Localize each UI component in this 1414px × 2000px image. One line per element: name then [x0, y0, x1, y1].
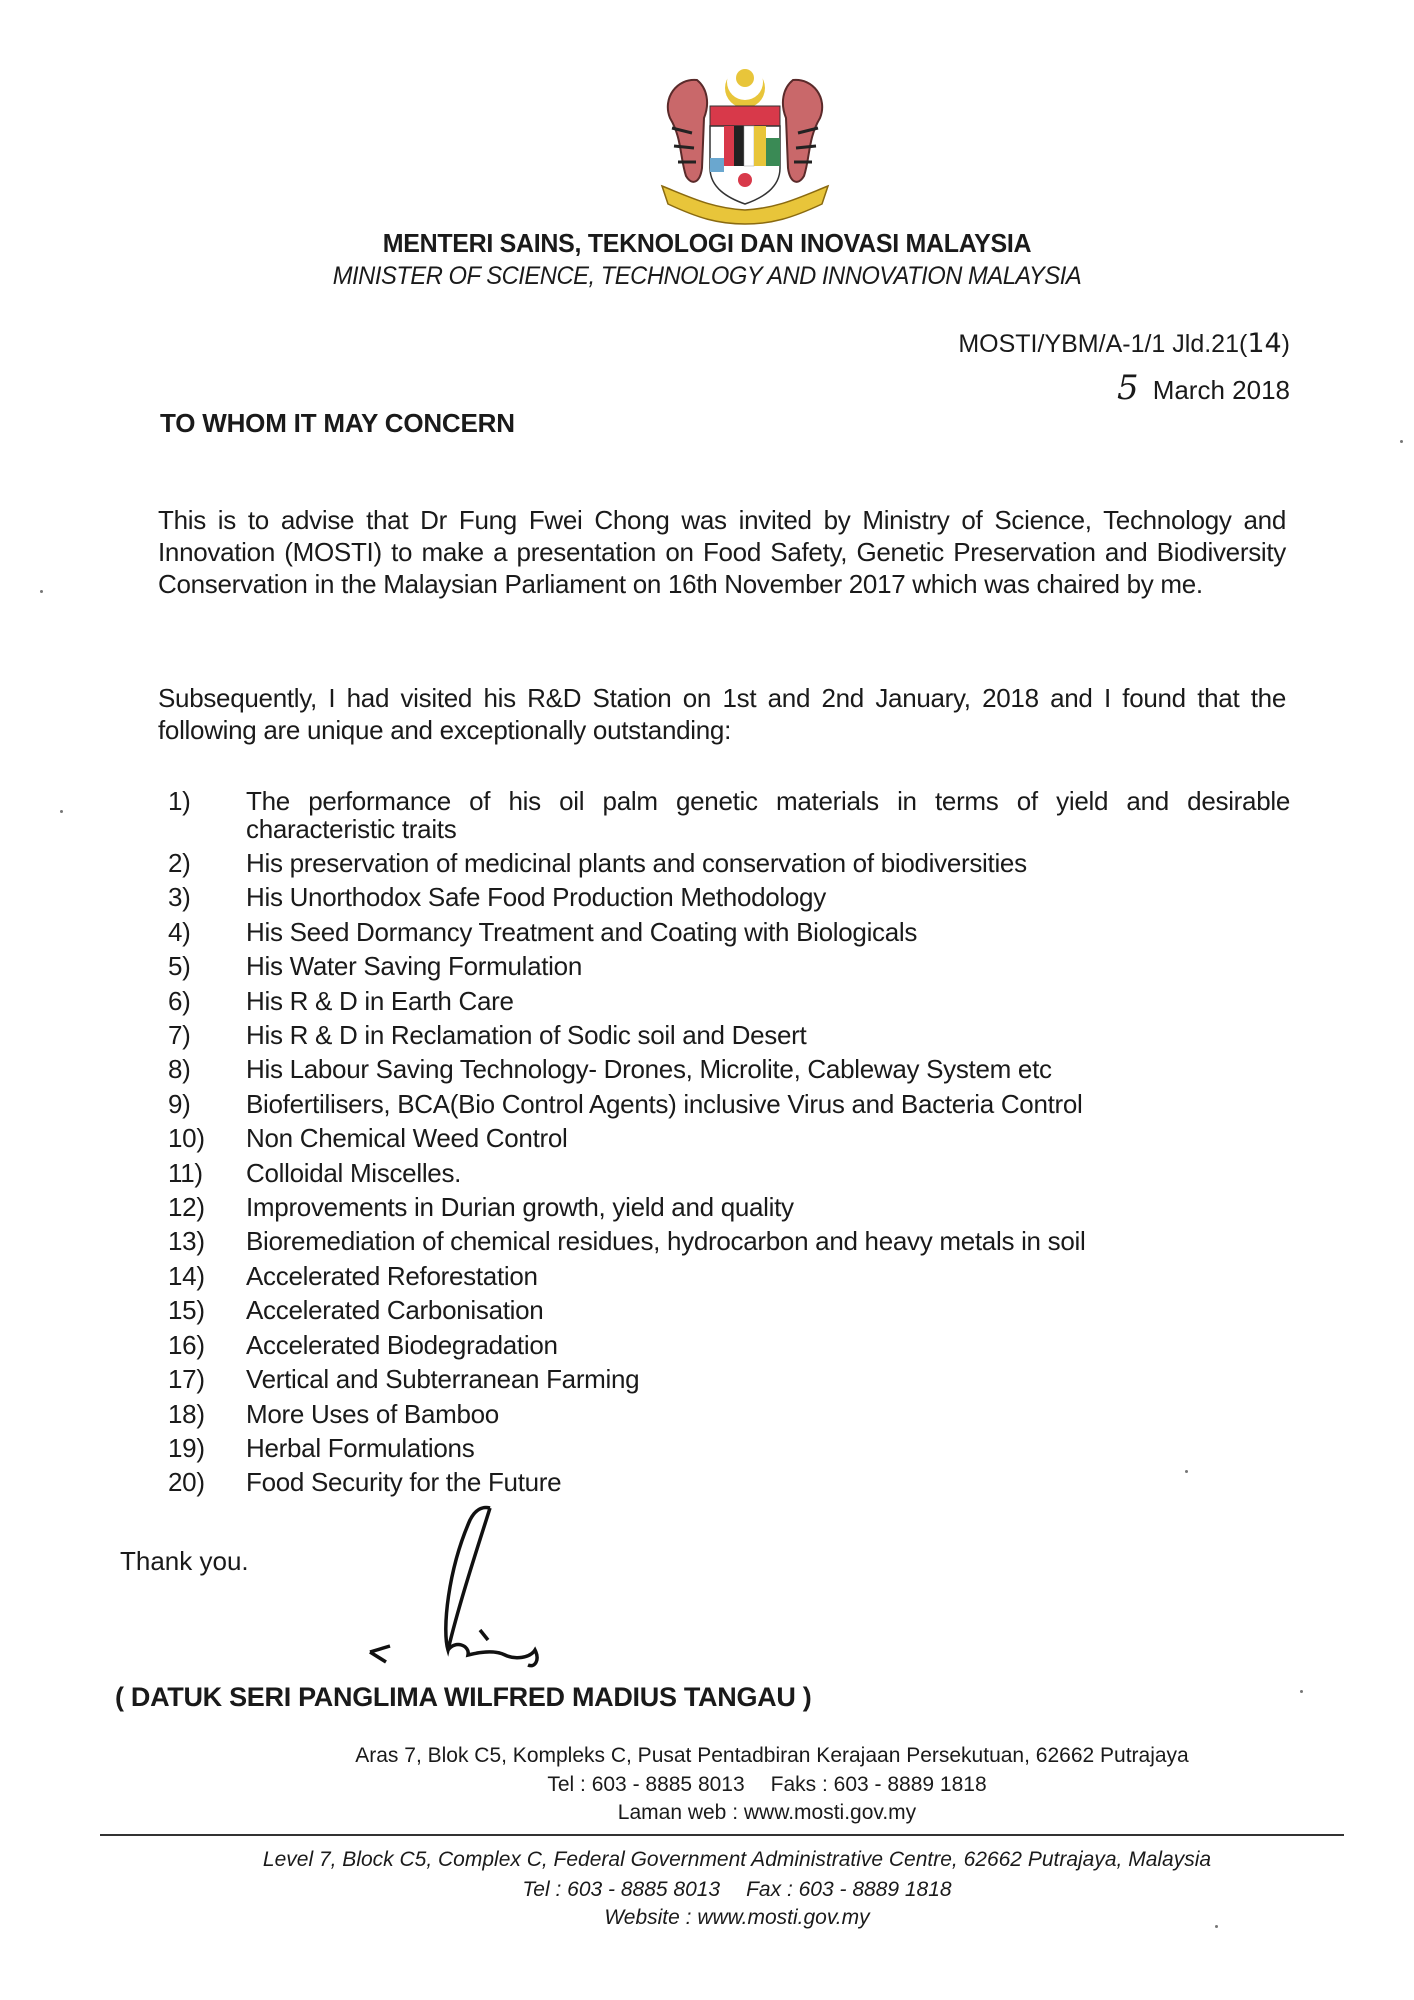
footer-website-english: Website : www.mosti.gov.my	[604, 1906, 870, 1929]
scan-speck	[60, 810, 63, 813]
list-item	[150, 1397, 1290, 1431]
list-item	[150, 1087, 1290, 1121]
list-item	[150, 1018, 1290, 1052]
list-item	[150, 984, 1290, 1018]
list-item	[150, 1431, 1290, 1465]
list-item-number: 14)	[168, 1260, 205, 1291]
body-paragraph-2: Subsequently, I had visited his R&D Station on 1st and 2nd January, 2018 and I found that the following are unique and exceptionally outstanding:	[158, 683, 1286, 745]
scan-speck	[40, 590, 43, 593]
ministry-title-malay: MENTERI SAINS, TEKNOLOGI DAN INOVASI MALAYSIA	[382, 228, 1032, 258]
list-item-number: 4)	[168, 916, 191, 947]
list-item-text: His R & D in Earth Care	[246, 985, 514, 1016]
footer-website-malay: Laman web : www.mosti.gov.my	[617, 1801, 917, 1824]
footer-contact-english	[0, 1878, 1414, 1902]
list-item-text: The performance of his oil palm genetic materials in terms of yield and desirable characteristic traits	[246, 786, 1290, 844]
reference-suffix: )	[1281, 330, 1290, 358]
list-item-text: Bioremediation of chemical residues, hydrocarbon and heavy metals in soil	[246, 1226, 1086, 1257]
footer-fax-malay: Faks : 603 - 8889 1818	[770, 1773, 987, 1796]
list-item	[150, 1362, 1290, 1396]
footer-tel-english: Tel : 603 - 8885 8013	[522, 1878, 721, 1901]
list-item-text: His Seed Dormancy Treatment and Coating with Biologicals	[246, 916, 918, 947]
list-item-text: Accelerated Biodegradation	[246, 1329, 558, 1360]
ministry-title-english: MINISTER OF SCIENCE, TECHNOLOGY AND INNOVATION MALAYSIA	[332, 262, 1082, 290]
list-item	[150, 1259, 1290, 1293]
signatory-name: ( DATUK SERI PANGLIMA WILFRED MADIUS TANGAU )	[115, 1682, 812, 1712]
list-item-number: 11)	[168, 1157, 203, 1188]
scan-speck	[1185, 1470, 1188, 1473]
list-item-number: 9)	[168, 1088, 191, 1119]
list-item-number: 7)	[168, 1020, 191, 1051]
list-item-text: Accelerated Reforestation	[246, 1260, 538, 1291]
list-item	[150, 1224, 1290, 1258]
list-item-text: Vertical and Subterranean Farming	[246, 1364, 640, 1395]
list-item-number: 17)	[168, 1364, 205, 1395]
list-item	[150, 846, 1290, 880]
list-item-number: 6)	[168, 985, 191, 1016]
scan-speck	[1400, 440, 1403, 443]
list-item-text: His Labour Saving Technology- Drones, Microlite, Cableway System etc	[246, 1054, 1052, 1085]
footer-contact-malay	[0, 1773, 1414, 1797]
list-item-number: 12)	[168, 1192, 205, 1223]
date-handwritten-day: 5	[1117, 368, 1139, 408]
closing-text: Thank you.	[120, 1546, 249, 1576]
list-item-text: His R & D in Reclamation of Sodic soil and Desert	[246, 1020, 807, 1051]
list-item-text: Accelerated Carbonisation	[246, 1295, 544, 1326]
list-item-number: 13)	[168, 1226, 205, 1257]
scan-speck	[1215, 1925, 1218, 1928]
footer-divider	[100, 1834, 1344, 1836]
list-item-text: Herbal Formulations	[246, 1432, 475, 1463]
body-paragraph-1: This is to advise that Dr Fung Fwei Chong was invited by Ministry of Science, Technology and Innovation (MOSTI) to make a presentation on Food Safety, Genetic Preservation and Biodiversity Conservation in the Malaysian Parliament on 16th November 2017 which was chaired by me.	[158, 505, 1286, 599]
scan-speck	[1300, 1690, 1303, 1693]
list-item-number: 1)	[168, 786, 191, 816]
list-item	[150, 1293, 1290, 1327]
reference-handwritten-number: 14	[1247, 328, 1282, 359]
list-item-number: 18)	[168, 1398, 205, 1429]
list-item	[150, 784, 1290, 846]
list-item-text: His Unorthodox Safe Food Production Methodology	[246, 882, 826, 913]
list-item-number: 2)	[168, 848, 191, 878]
handwritten-signature	[330, 1500, 570, 1680]
achievements-list	[150, 784, 1290, 1500]
list-item-text: Non Chemical Weed Control	[246, 1123, 568, 1154]
list-item	[150, 949, 1290, 983]
list-item	[150, 1465, 1290, 1499]
list-item	[150, 1121, 1290, 1155]
footer-address-malay: Aras 7, Blok C5, Kompleks C, Pusat Pentadbiran Kerajaan Persekutuan, 62662 Putrajaya	[355, 1744, 1189, 1767]
list-item-number: 8)	[168, 1054, 191, 1085]
list-item-number: 16)	[168, 1329, 205, 1360]
date-month-year: March 2018	[1152, 375, 1290, 405]
list-item-text: Biofertilisers, BCA(Bio Control Agents) inclusive Virus and Bacteria Control	[246, 1088, 1083, 1119]
reference-number	[958, 328, 1290, 359]
list-item-text: Colloidal Miscelles.	[246, 1157, 462, 1188]
list-item-number: 15)	[168, 1295, 205, 1326]
list-item-text: His Water Saving Formulation	[246, 951, 582, 982]
list-item	[150, 880, 1290, 914]
list-item	[150, 1328, 1290, 1362]
list-item	[150, 1156, 1290, 1190]
list-item-text: More Uses of Bamboo	[246, 1398, 499, 1429]
list-item-text: Improvements in Durian growth, yield and quality	[246, 1192, 794, 1223]
reference-prefix: MOSTI/YBM/A-1/1 Jld.21(	[958, 330, 1248, 358]
list-item	[150, 915, 1290, 949]
list-item	[150, 1190, 1290, 1224]
footer-tel-malay: Tel : 603 - 8885 8013	[547, 1773, 745, 1796]
list-item-number: 5)	[168, 951, 191, 982]
letter-date	[1117, 368, 1290, 408]
coat-of-arms-logo	[652, 58, 838, 230]
list-item-number: 3)	[168, 882, 191, 913]
salutation: TO WHOM IT MAY CONCERN	[160, 408, 515, 438]
list-item-text: Food Security for the Future	[246, 1467, 562, 1498]
list-item-text: His preservation of medicinal plants and conservation of biodiversities	[246, 848, 1027, 878]
list-item	[150, 1052, 1290, 1086]
list-item-number: 20)	[168, 1467, 205, 1498]
list-item-number: 10)	[168, 1123, 205, 1154]
list-item-number: 19)	[168, 1432, 205, 1463]
footer-fax-english: Fax : 603 - 8889 1818	[746, 1878, 952, 1901]
footer-address-english: Level 7, Block C5, Complex C, Federal Government Administrative Centre, 62662 Putrajaya, Malaysia	[262, 1848, 1212, 1871]
